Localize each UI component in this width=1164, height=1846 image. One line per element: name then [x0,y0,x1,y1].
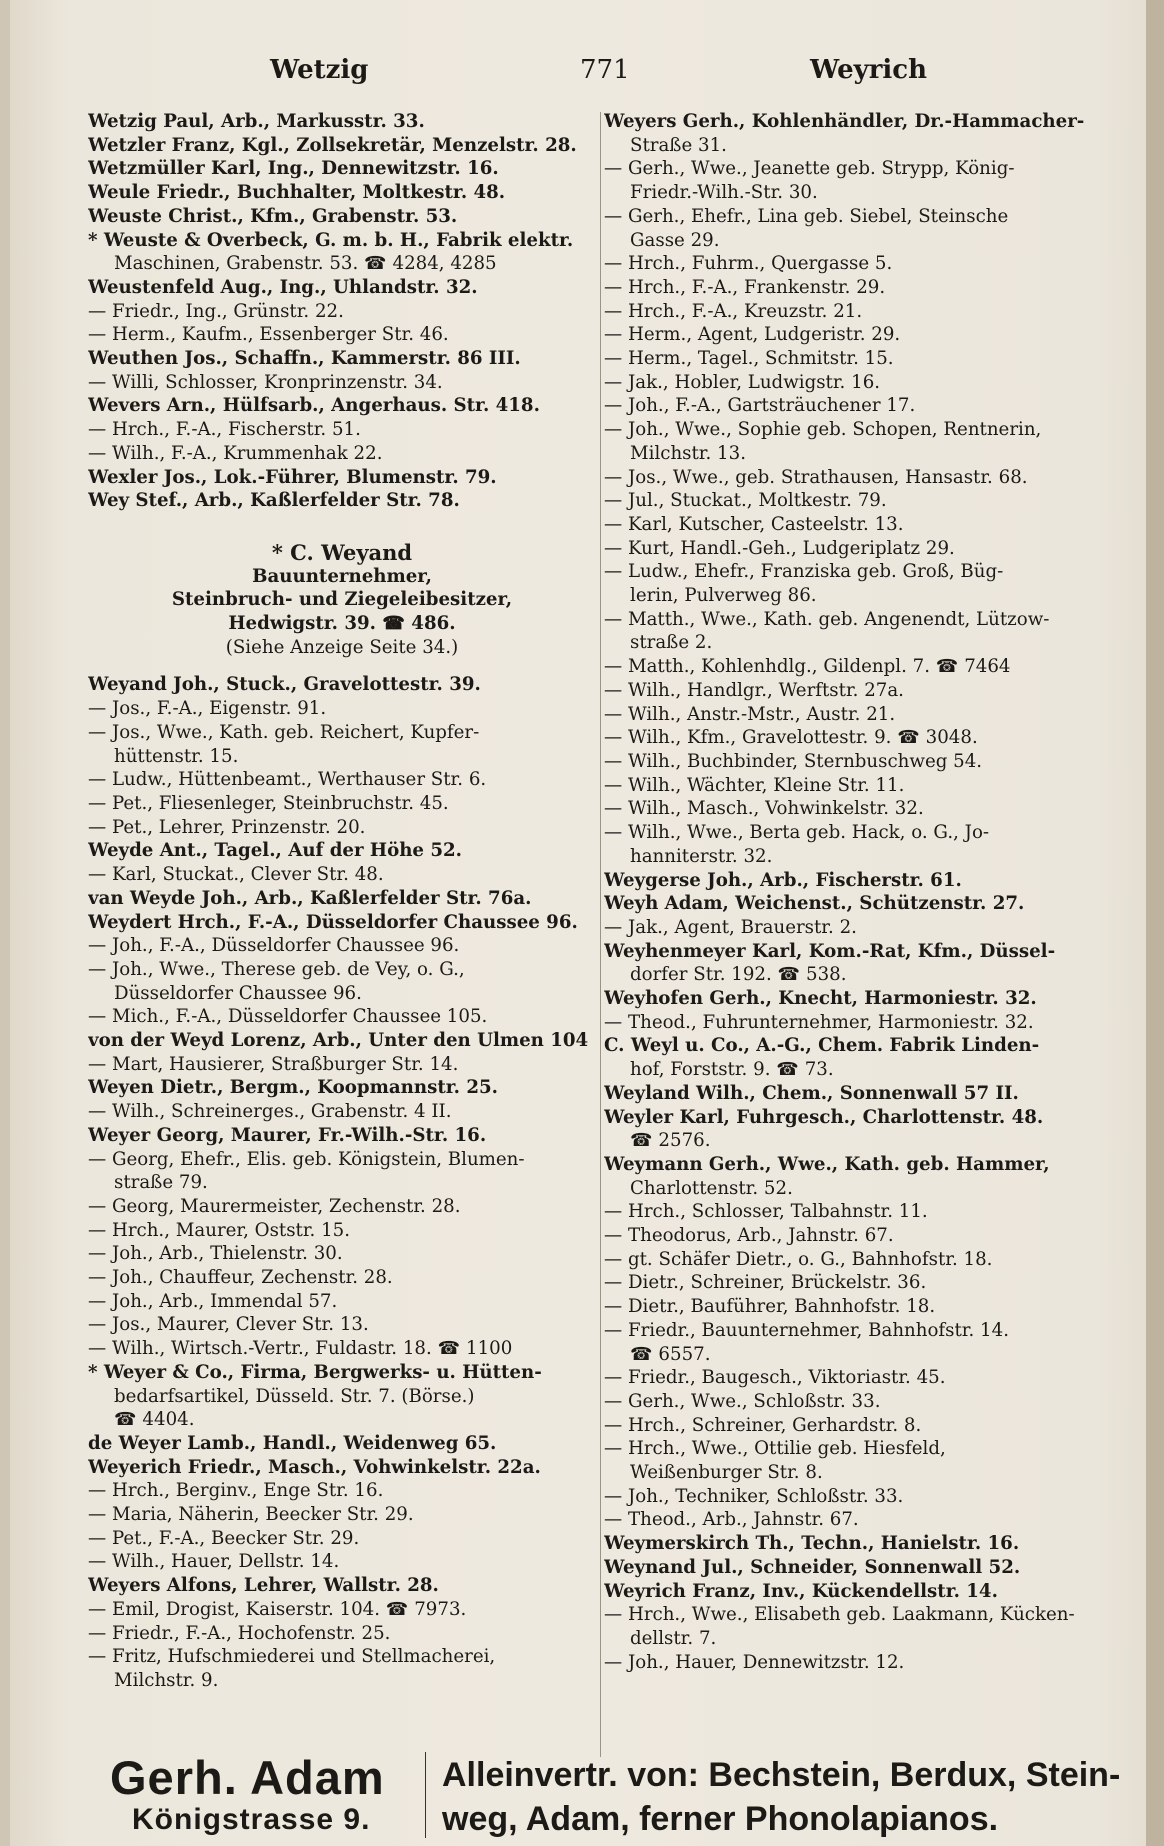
directory-entry: — Willi, Schlosser, Kronprinzenstr. 34. [88,371,443,393]
directory-entry: Weyerich Friedr., Masch., Vohwinkelstr. 22a. [88,1456,541,1478]
page-edge-right [1146,0,1164,1846]
directory-entry: de Weyer Lamb., Handl., Weidenweg 65. [88,1432,497,1454]
directory-entry: Wey Stef., Arb., Kaßlerfelder Str. 78. [88,490,460,512]
directory-entry: — Theod., Fuhrunternehmer, Harmoniestr. 32. [604,1011,1034,1033]
directory-entry: — Joh., Wwe., Sophie geb. Schopen, Rentnerin, [604,419,1042,441]
directory-entry: — Mart, Hausierer, Straßburger Str. 14. [88,1053,459,1075]
directory-entry: — Joh., F.-A., Düsseldorfer Chaussee 96. [88,935,460,957]
directory-entry: — Hrch., F.-A., Fischerstr. 51. [88,419,361,441]
directory-entry: — gt. Schäfer Dietr., o. G., Bahnhofstr. 18. [604,1248,993,1270]
directory-entry: — Friedr., F.-A., Hochofenstr. 25. [88,1622,391,1644]
page-edge-left [0,0,10,1846]
directory-entry: Weule Friedr., Buchhalter, Moltkestr. 48. [88,182,506,204]
directory-entry: — Gerh., Ehefr., Lina geb. Siebel, Steinsche [604,205,1009,227]
directory-entry: Weyer Georg, Maurer, Fr.-Wilh.-Str. 16. [88,1124,487,1146]
directory-entry: Weyland Wilh., Chem., Sonnenwall 57 II. [604,1082,1019,1104]
directory-entry: Weyler Karl, Fuhrgesch., Charlottenstr. 48. [604,1106,1044,1128]
directory-entry: Wexler Jos., Lok.-Führer, Blumenstr. 79. [88,466,497,488]
directory-entry: Gasse 29. [630,229,720,251]
directory-entry: — Ludw., Hüttenbeamt., Werthauser Str. 6. [88,769,487,791]
directory-entry: Weyand Joh., Stuck., Gravelottestr. 39. [88,674,481,696]
directory-entry: — Dietr., Schreiner, Brückelstr. 36. [604,1272,927,1294]
directory-entry: — Friedr., Baugesch., Viktoriastr. 45. [604,1367,946,1389]
directory-entry: — Theod., Arb., Jahnstr. 67. [604,1509,859,1531]
directory-entry: — Wilh., Kfm., Gravelottestr. 9. ☎ 3048. [604,727,978,749]
directory-entry: Weuthen Jos., Schaffn., Kammerstr. 86 III. [88,348,521,370]
directory-entry: — Hrch., Schlosser, Talbahnstr. 11. [604,1201,928,1223]
directory-entry: — Hrch., Fuhrm., Quergasse 5. [604,253,893,275]
directory-entry: — Friedr., Bauunternehmer, Bahnhofstr. 14. [604,1319,1009,1341]
directory-entry: Weyen Dietr., Bergm., Koopmannstr. 25. [88,1077,498,1099]
directory-entry: C. Weyl u. Co., A.-G., Chem. Fabrik Linden- [604,1035,1040,1057]
advertisement [110,1750,1130,1842]
directory-entry: — Pet., Fliesenleger, Steinbruchstr. 45. [88,792,449,814]
directory-entry: Weymerskirch Th., Techn., Hanielstr. 16. [604,1533,1020,1555]
directory-entry: Milchstr. 13. [630,442,746,464]
directory-entry: Steinbruch- und Ziegeleibesitzer, [171,589,513,611]
directory-entry: Weyers Gerh., Kohlenhändler, Dr.-Hammacher- [604,111,1085,132]
directory-entry: Maschinen, Grabenstr. 53. ☎ 4284, 4285 [114,253,497,275]
directory-entry: — Joh., Hauer, Dennewitzstr. 12. [604,1651,905,1673]
directory-entry: von der Weyd Lorenz, Arb., Unter den Ulmen 104 [88,1030,589,1052]
directory-entry: Wetzler Franz, Kgl., Zollsekretär, Menzelstr. 28. [88,134,577,156]
directory-entry: Weyers Alfons, Lehrer, Wallstr. 28. [88,1575,439,1597]
directory-entry: ☎ 4404. [114,1409,195,1431]
directory-entry: — Wilh., Wächter, Kleine Str. 11. [604,774,905,796]
directory-entry: — Hrch., Wwe., Ottilie geb. Hiesfeld, [604,1438,946,1460]
directory-entry: * C. Weyand [271,539,413,565]
directory-entry: Weynand Jul., Schneider, Sonnenwall 52. [604,1556,1021,1578]
directory-entry: — Matth., Kohlenhdlg., Gildenpl. 7. ☎ 7464 [604,656,1011,678]
directory-entry: bedarfsartikel, Düsseld. Str. 7. (Börse.) [114,1385,475,1407]
directory-entry: ☎ 6557. [630,1343,711,1365]
directory-entry: — Wilh., Masch., Vohwinkelstr. 32. [604,798,924,820]
directory-entry: — Emil, Drogist, Kaiserstr. 104. ☎ 7973. [88,1598,467,1620]
directory-entry: — Karl, Stuckat., Clever Str. 48. [88,864,384,886]
directory-entry: — Pet., F.-A., Beecker Str. 29. [88,1527,360,1549]
directory-entry: Friedr.-Wilh.-Str. 30. [630,182,818,204]
directory-entry: Düsseldorfer Chaussee 96. [114,982,362,1004]
directory-entry: — Georg, Maurermeister, Zechenstr. 28. [88,1195,461,1217]
directory-entry: * Weyer & Co., Firma, Bergwerks- u. Hütten- [88,1361,542,1383]
directory-entry: Straße 31. [630,134,727,156]
directory-entry: — Hrch., F.-A., Kreuzstr. 21. [604,300,863,322]
directory-entry: Wetzig Paul, Arb., Markusstr. 33. [88,111,425,132]
directory-entry: — Joh., Chauffeur, Zechenstr. 28. [88,1267,393,1289]
directory-entry: — Jak., Hobler, Ludwigstr. 16. [604,371,881,393]
directory-entry: — Wilh., F.-A., Krummenhak 22. [88,442,383,464]
advert-line-1: Alleinvertr. von: Bechstein, Berdux, Stein- [442,1756,1121,1794]
directory-entry: Weustenfeld Aug., Ing., Uhlandstr. 32. [88,276,478,298]
directory-entry: — Hrch., Berginv., Enge Str. 16. [88,1480,384,1502]
directory-entry: — Joh., Arb., Immendal 57. [88,1290,338,1312]
directory-entry: — Jos., Wwe., geb. Strathausen, Hansastr. 68. [604,466,1028,488]
directory-entry: — Wilh., Schreinerges., Grabenstr. 4 II. [88,1101,452,1123]
directory-entry: — Herm., Kaufm., Essenberger Str. 46. [88,324,449,346]
directory-entry: Bauunternehmer, [252,565,432,587]
directory-entry: — Pet., Lehrer, Prinzenstr. 20. [88,816,366,838]
directory-entry: — Wilh., Anstr.-Mstr., Austr. 21. [604,703,896,725]
directory-entry: Wetzmüller Karl, Ing., Dennewitzstr. 16. [88,158,499,180]
directory-entry: Wevers Arn., Hülfsarb., Angerhaus. Str. 418. [88,395,540,417]
directory-entry: — Dietr., Bauführer, Bahnhofstr. 18. [604,1296,936,1318]
directory-entry: Weydert Hrch., F.-A., Düsseldorfer Chaussee 96. [88,911,578,933]
directory-entry: hof, Forststr. 9. ☎ 73. [630,1059,834,1081]
directory-entry: — Jak., Agent, Brauerstr. 2. [604,916,857,938]
directory-entry: lerin, Pulverweg 86. [630,585,817,607]
directory-entry: — Wilh., Wirtsch.-Vertr., Fuldastr. 18. ☎ 1100 [88,1338,513,1360]
directory-entry: — Wilh., Handlgr., Werftstr. 27a. [604,679,904,701]
directory-entry: — Hrch., Wwe., Elisabeth geb. Laakmann, Kücken- [604,1604,1075,1626]
directory-entry: — Hrch., Maurer, Oststr. 15. [88,1219,351,1241]
advert-name: Gerh. Adam [110,1751,385,1804]
directory-entry: dorfer Str. 192. ☎ 538. [630,964,847,986]
directory-entry: dellstr. 7. [630,1628,717,1649]
advert-line-2: weg, Adam, ferner Phonolapianos. [442,1800,999,1838]
column-divider [600,112,601,1757]
directory-entry: — Jul., Stuckat., Moltkestr. 79. [604,490,887,512]
directory-entry: Hedwigstr. 39. ☎ 486. [228,613,456,635]
directory-entry: — Jos., Wwe., Kath. geb. Reichert, Kupfer- [88,721,480,743]
directory-entry: — Georg, Ehefr., Elis. geb. Königstein, Blumen- [88,1148,525,1170]
directory-entry: — Maria, Näherin, Beecker Str. 29. [88,1504,414,1526]
directory-entry: — Jos., Maurer, Clever Str. 13. [88,1314,369,1336]
directory-entry: Milchstr. 9. [114,1670,219,1691]
directory-entry: — Friedr., Ing., Grünstr. 22. [88,300,344,322]
directory-entry: — Kurt, Handl.-Geh., Ludgeriplatz 29. [604,537,955,559]
directory-entry: Weißenburger Str. 8. [630,1462,823,1484]
left-column [88,110,596,1693]
directory-entry: — Ludw., Ehefr., Franziska geb. Groß, Büg- [604,561,1004,583]
directory-entry: straße 79. [114,1172,208,1194]
advert-address: Königstrasse 9. [132,1803,371,1836]
header-left-keyword: Wetzig [270,55,369,85]
page-header [0,55,1164,95]
directory-entry: — Herm., Tagel., Schmitstr. 15. [604,348,894,370]
directory-entry: — Hrch., Schreiner, Gerhardstr. 8. [604,1414,922,1436]
directory-entry: — Wilh., Hauer, Dellstr. 14. [88,1551,340,1573]
directory-entry: Weuste Christ., Kfm., Grabenstr. 53. [88,205,458,227]
directory-entry: — Fritz, Hufschmiederei und Stellmacherei, [88,1646,496,1668]
directory-entry: hüttenstr. 15. [114,745,239,767]
directory-entry: — Wilh., Wwe., Berta geb. Hack, o. G., Jo- [604,822,990,844]
directory-entry: — Joh., Wwe., Therese geb. de Vey, o. G., [88,958,465,980]
directory-entry: — Jos., F.-A., Eigenstr. 91. [88,698,327,720]
directory-entry: ☎ 2576. [630,1130,711,1152]
directory-entry: straße 2. [630,632,713,654]
directory-entry: — Joh., Arb., Thielenstr. 30. [88,1243,343,1265]
directory-entry: Weyhofen Gerh., Knecht, Harmoniestr. 32. [604,988,1037,1010]
directory-entry: — Joh., Techniker, Schloßstr. 33. [604,1485,904,1507]
directory-entry: Weyh Adam, Weichenst., Schützenstr. 27. [604,893,1025,915]
directory-entry: — Matth., Wwe., Kath. geb. Angenendt, Lützow- [604,608,1050,630]
directory-entry: — Herm., Agent, Ludgeristr. 29. [604,324,901,346]
directory-entry: — Wilh., Buchbinder, Sternbuschweg 54. [604,750,983,772]
directory-entry: hanniterstr. 32. [630,845,773,867]
directory-entry: — Mich., F.-A., Düsseldorfer Chaussee 105. [88,1006,488,1028]
directory-entry: Weyde Ant., Tagel., Auf der Höhe 52. [88,840,462,862]
directory-entry: Weygerse Joh., Arb., Fischerstr. 61. [604,869,962,891]
directory-entry: van Weyde Joh., Arb., Kaßlerfelder Str. 76a. [88,887,532,909]
right-column [604,110,1122,1674]
directory-entry: Weyrich Franz, Inv., Kückendellstr. 14. [604,1580,998,1602]
directory-entry: — Gerh., Wwe., Schloßstr. 33. [604,1390,881,1412]
page-number: 771 [580,55,630,85]
directory-entry: — Joh., F.-A., Gartsträuchener 17. [604,395,916,417]
directory-entry: Weyhenmeyer Karl, Kom.-Rat, Kfm., Düssel- [604,940,1056,962]
directory-entry: (Siehe Anzeige Seite 34.) [225,636,459,658]
directory-entry: — Hrch., F.-A., Frankenstr. 29. [604,276,886,298]
directory-entry: — Theodorus, Arb., Jahnstr. 67. [604,1225,894,1247]
directory-entry: — Karl, Kutscher, Casteelstr. 13. [604,513,904,535]
directory-entry: — Gerh., Wwe., Jeanette geb. Strypp, König- [604,158,1015,180]
header-right-keyword: Weyrich [810,55,928,85]
directory-entry: Weymann Gerh., Wwe., Kath. geb. Hammer, [604,1153,1050,1175]
advert-divider [425,1752,426,1838]
directory-entry: Charlottenstr. 52. [630,1177,793,1199]
directory-entry: * Weuste & Overbeck, G. m. b. H., Fabrik elektr. [88,229,574,251]
